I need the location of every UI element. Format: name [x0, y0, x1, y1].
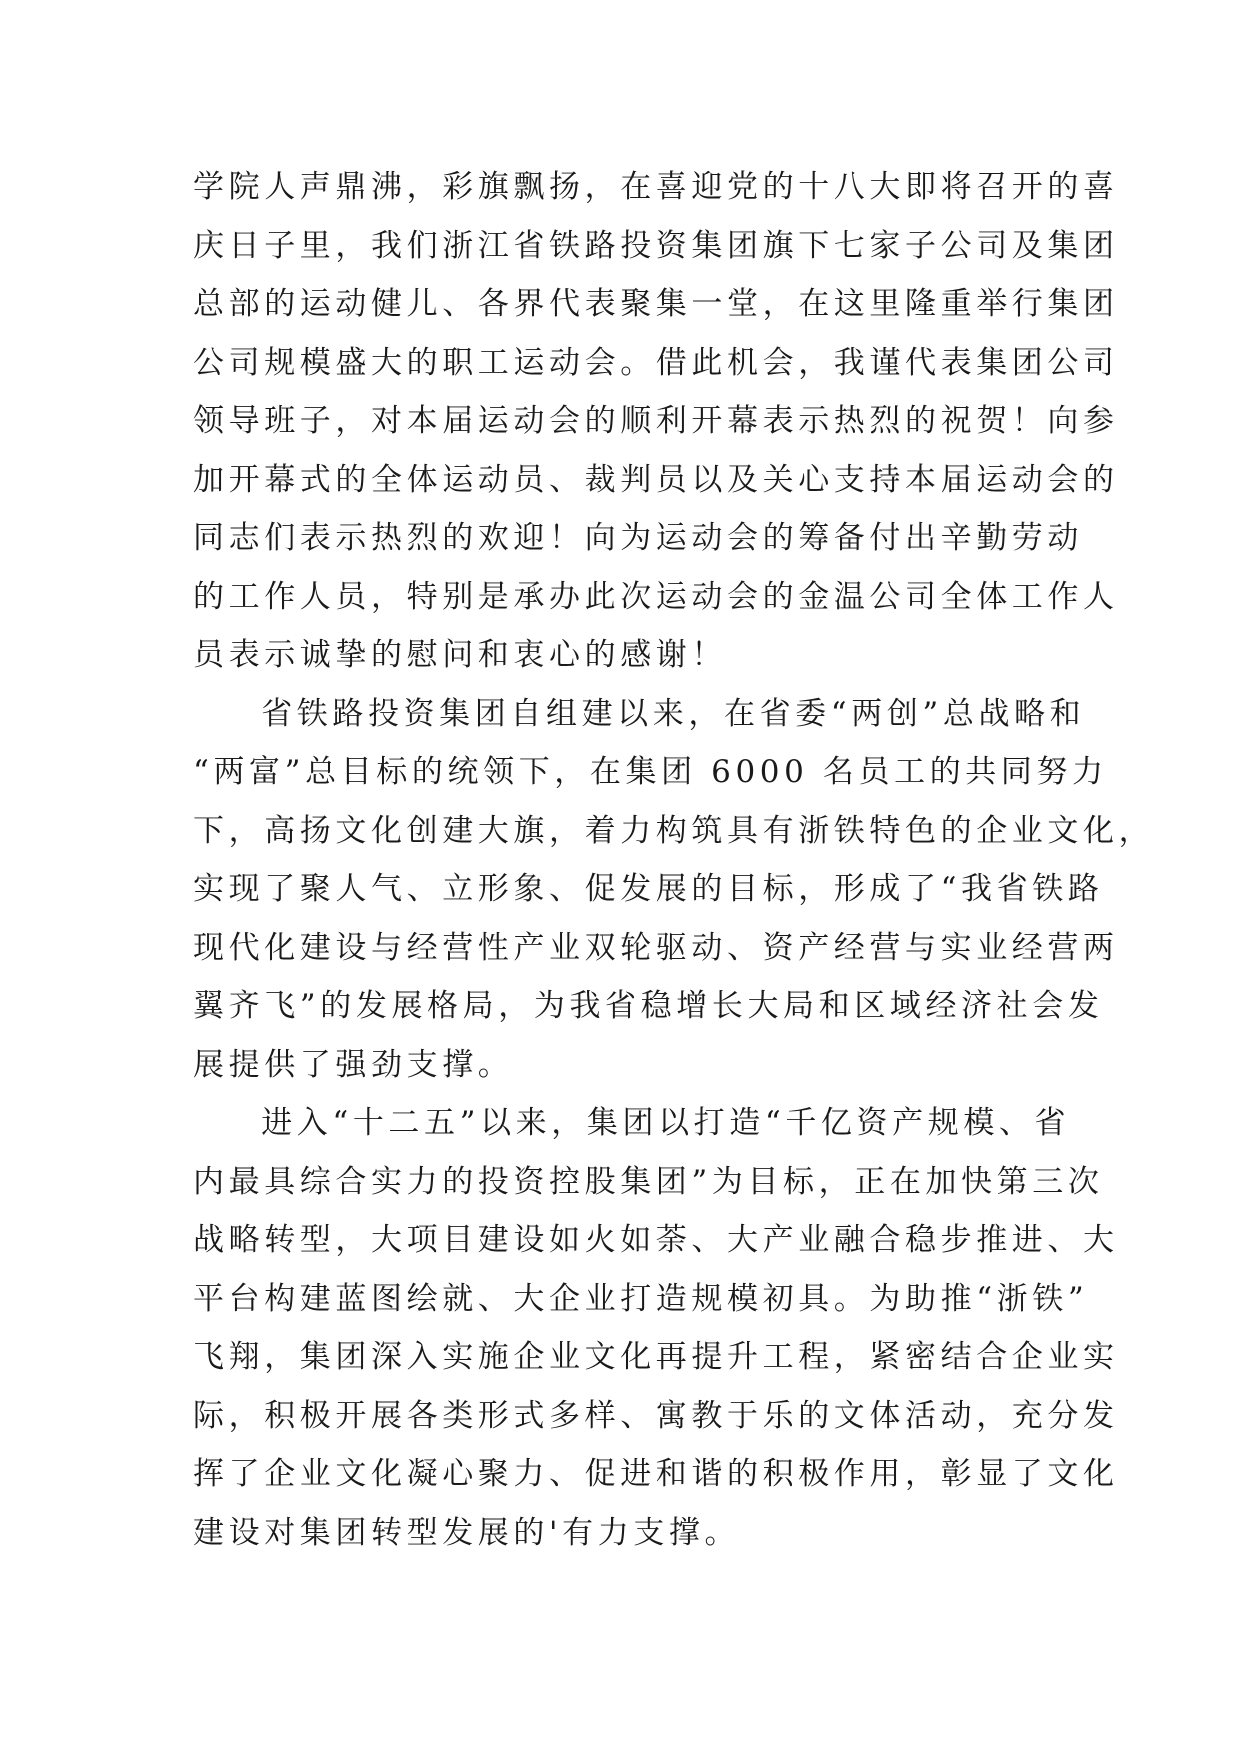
- text-line: 建设对集团转型发展的'有力支撑。: [193, 1514, 741, 1551]
- document-body: [193, 158, 1155, 1562]
- text-line: 同志们表示热烈的欢迎！向为运动会的筹备付出辛勤劳动: [193, 520, 1083, 556]
- text-line: 加开幕式的全体运动员、裁判员以及关心支持本届运动会的: [193, 461, 1119, 498]
- text-line: 翼齐飞”的发展格局，为我省稳增长大局和区域经济社会发: [193, 988, 1104, 1024]
- paragraph-twelfth-five-year: [193, 1094, 1119, 1562]
- text-line: 展提供了强劲支撑。: [193, 1046, 514, 1083]
- text-line: 实现了聚人气、立形象、促发展的目标，形成了“我省铁路: [193, 871, 1104, 907]
- text-line: 的工作人员，特别是承办此次运动会的金温公司全体工作人: [193, 578, 1119, 615]
- text-line: 飞翔，集团深入实施企业文化再提升工程，紧密结合企业实: [193, 1339, 1119, 1375]
- text-line: 挥了企业文化凝心聚力、促进和谐的积极作用，彰显了文化: [193, 1456, 1119, 1492]
- text-line: 际，积极开展各类形式多样、寓教于乐的文体活动，充分发: [193, 1397, 1119, 1434]
- text-line: 公司规模盛大的职工运动会。借此机会，我谨代表集团公司: [193, 344, 1119, 381]
- text-line: 省铁路投资集团自组建以来，在省委“两创”总战略和: [261, 695, 1086, 732]
- paragraph-opening: [193, 158, 1119, 685]
- text-line: 现代化建设与经营性产业双轮驱动、资产经营与实业经营两: [193, 929, 1119, 966]
- text-line: 领导班子，对本届运动会的顺利开幕表示热烈的祝贺！向参: [193, 403, 1119, 439]
- text-line: 下，高扬文化创建大旗，着力构筑具有浙铁特色的企业文化，: [193, 812, 1155, 849]
- text-line: 平台构建蓝图绘就、大企业打造规模初具。为助推“浙铁”: [193, 1280, 1089, 1317]
- text-line: 总部的运动健儿、各界代表聚集一堂，在这里隆重举行集团: [193, 286, 1119, 322]
- text-line: 学院人声鼎沸，彩旗飘扬，在喜迎党的十八大即将召开的喜: [193, 169, 1119, 205]
- text-line: 战略转型，大项目建设如火如荼、大产业融合稳步推进、大: [193, 1222, 1119, 1258]
- paragraph-group-overview: [193, 685, 1155, 1095]
- text-line: 进入“十二五”以来，集团以打造“千亿资产规模、省: [261, 1105, 1071, 1141]
- text-line: 内最具综合实力的投资控股集团”为目标，正在加快第三次: [193, 1163, 1104, 1200]
- text-line: “两富”总目标的统领下，在集团 6000 名员工的共同努力: [193, 754, 1108, 790]
- text-line: 员表示诚挚的慰问和衷心的感谢！: [193, 637, 727, 673]
- text-line: 庆日子里，我们浙江省铁路投资集团旗下七家子公司及集团: [193, 227, 1119, 264]
